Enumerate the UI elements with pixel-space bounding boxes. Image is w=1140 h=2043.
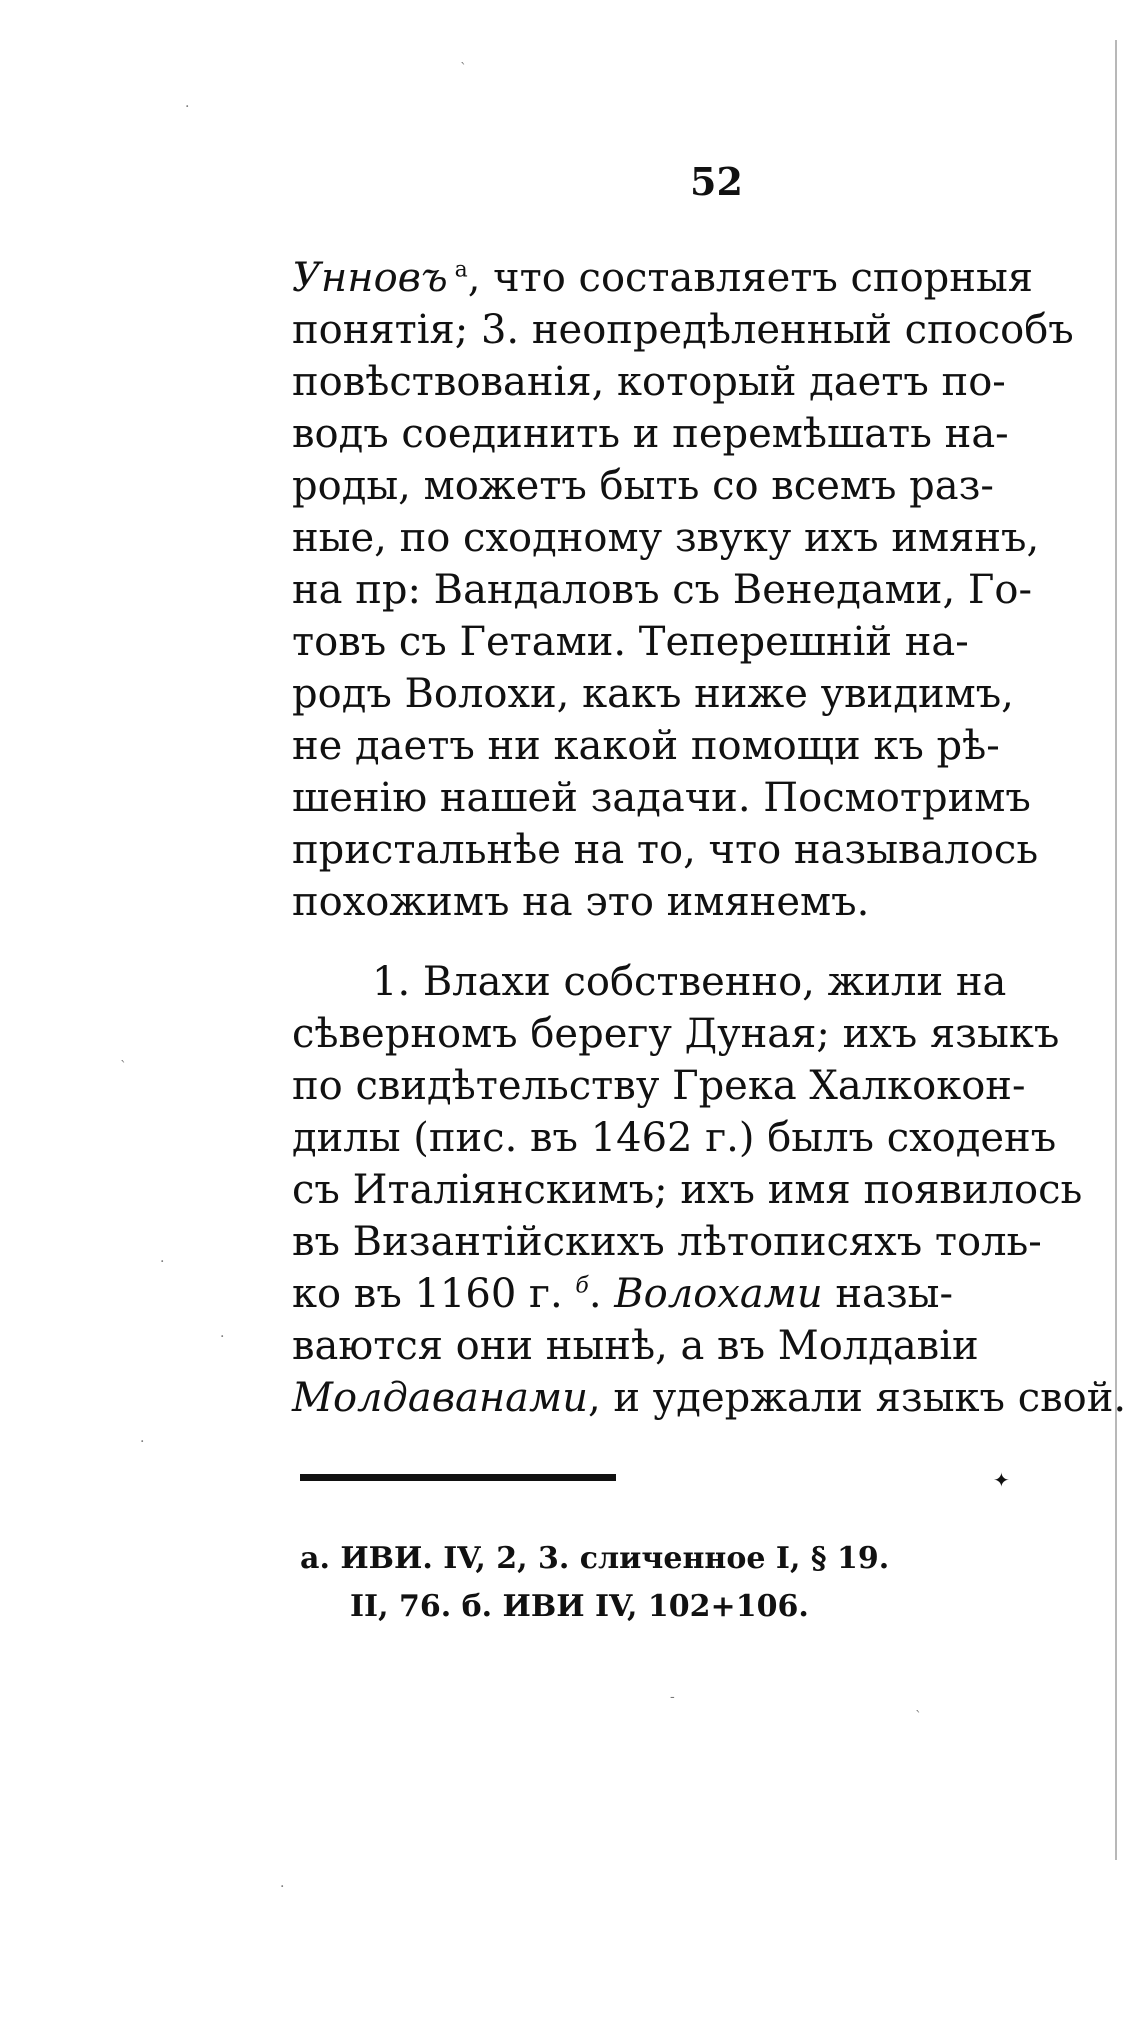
footnote-line: II, 76. б. ИВИ IV, 102+106. [350, 1589, 809, 1624]
text-line: повѣствованія, который даетъ по- [292, 359, 1006, 405]
text-line: ные, по сходному звуку ихъ имянъ, [292, 515, 1040, 561]
text-line: роды, можетъ быть со всемъ раз- [292, 463, 994, 509]
paper-speck: · [220, 1329, 225, 1345]
text-line: понятія; 3. неопредѣленный способъ [292, 307, 1074, 353]
text-line: товъ съ Гетами. Теперешній на- [292, 619, 969, 665]
paragraph-start-line: 1. Влахи собственно, жили на [372, 959, 1007, 1005]
text-fragment: . [588, 1271, 615, 1317]
footnotes [300, 1535, 1120, 1631]
footnote-line: a. ИВИ. IV, 2, 3. сличенное I, § 19. [300, 1541, 890, 1576]
text-line: похожимъ на это имянемъ. [292, 879, 870, 925]
text-line: дилы (пис. въ 1462 г.) былъ сходенъ [292, 1115, 1057, 1161]
print-mark: ✦ [993, 1468, 1010, 1492]
paper-speck: · [160, 1254, 165, 1270]
page-number: 52 [690, 159, 743, 204]
text-line: на пр: Вандаловъ съ Венедами, Го- [292, 567, 1032, 613]
paper-speck: · [185, 99, 190, 115]
author-name: Унновъ [292, 255, 448, 301]
text-line [292, 1268, 1122, 1320]
emphasized-word: Молдаванами [292, 1375, 588, 1421]
paper-speck: ‐ [670, 1689, 675, 1705]
text-line: пристальнѣе на то, что называлось [292, 827, 1039, 873]
text-line [292, 1372, 1127, 1424]
paper-speck: ˋ [915, 1709, 922, 1725]
text-line: шенію нашей задачи. Посмотримъ [292, 775, 1031, 821]
text-fragment: ко въ 1160 г. [292, 1271, 576, 1317]
text-line: не даетъ ни какой помощи къ рѣ- [292, 723, 1000, 769]
text-line: водъ соединить и перемѣшать на- [292, 411, 1009, 457]
text-line: съ Италіянскимъ; ихъ имя появилось [292, 1167, 1083, 1213]
text-fragment: назы- [822, 1271, 954, 1317]
text-fragment: , что составляетъ спорныя [467, 255, 1034, 301]
paper-speck: · [140, 1434, 145, 1450]
footnote-ref-a: a [447, 257, 468, 283]
paper-speck: ˋ [120, 1059, 127, 1075]
text-line: въ Византійскихъ лѣтописяхъ толь- [292, 1219, 1042, 1265]
text-line [292, 252, 1122, 304]
footnote-ref-b: б [575, 1273, 589, 1299]
text-line: ваются они нынѣ, а въ Молдавіи [292, 1323, 979, 1369]
text-fragment: , и удержали языкъ свой. [587, 1375, 1127, 1421]
text-line: по свидѣтельству Грека Халкокон- [292, 1063, 1026, 1109]
footnote-separator [300, 1474, 616, 1481]
paper-speck: · [280, 1879, 285, 1895]
body-text [292, 252, 1127, 1424]
paper-speck: ˋ [460, 61, 467, 77]
text-line: сѣверномъ берегу Дуная; ихъ языкъ [292, 1011, 1060, 1057]
text-line: родъ Волохи, какъ ниже увидимъ, [292, 671, 1014, 717]
emphasized-word: Волохами [614, 1271, 823, 1317]
